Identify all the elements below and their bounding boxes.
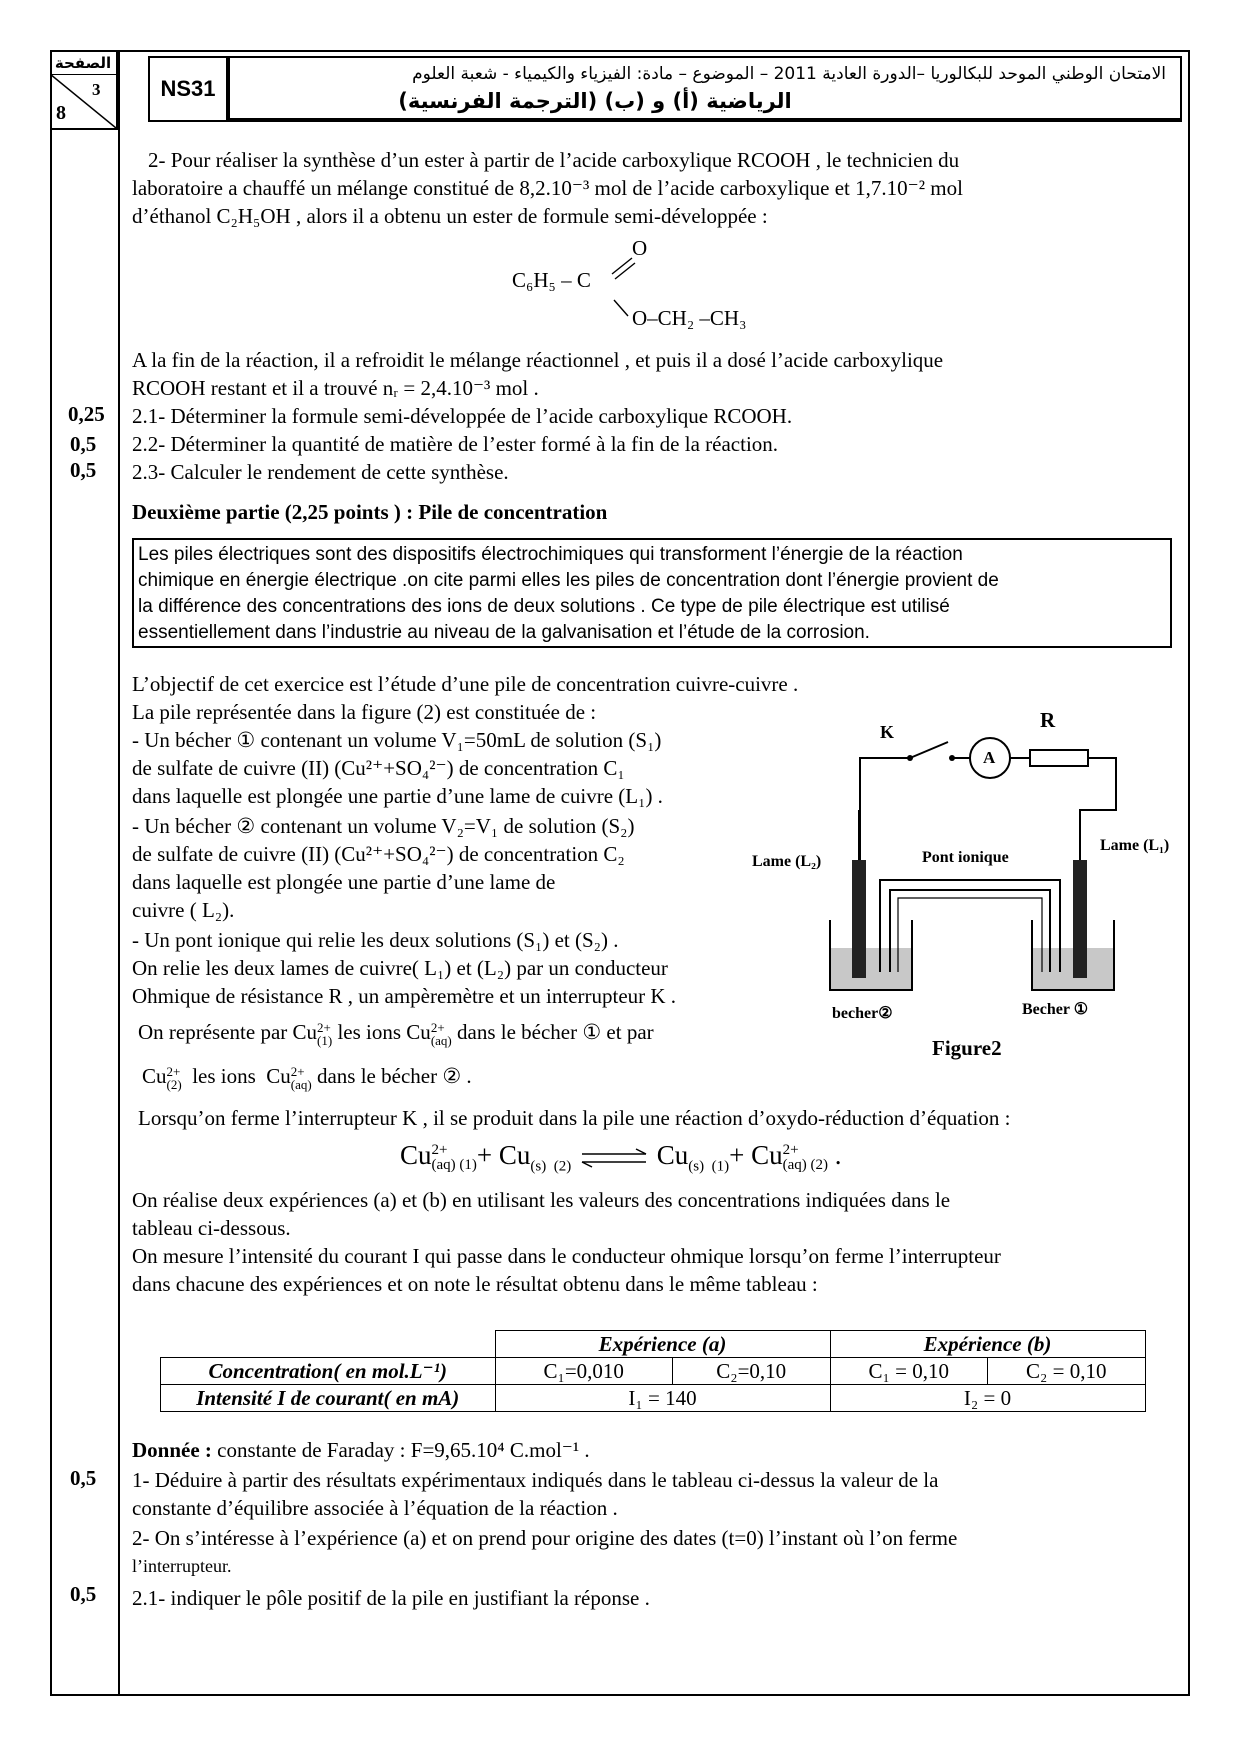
ion-base: Cu — [266, 1064, 291, 1088]
mark-q1: 0,5 — [70, 1466, 97, 1490]
body-line: - Un bécher ② contenant un volume V₂=V₁ de solution (S₂) — [132, 814, 635, 838]
part2-title: Deuxième partie (2,25 points ) : Pile de concentration — [132, 500, 608, 524]
after-eq-line: dans chacune des expériences et on note le résultat obtenu dans le même tableau : — [132, 1272, 818, 1296]
body-line: - Un pont ionique qui relie les deux solutions (S₁) et (S₂) . — [132, 928, 619, 952]
rep2-c: dans le bécher ② . — [316, 1064, 472, 1088]
table-cell: C₂ = 0,10 — [988, 1358, 1146, 1385]
ion-index: (2) — [166, 1077, 182, 1093]
exam-title-line1: الامتحان الوطني الموحد للبكالوريا –الدورة العادية 2011 – الموضوع – مادة: الفيزياء والكيمياء - شعبة العلوم — [412, 64, 1166, 84]
ion-charge: 2+ — [430, 1020, 445, 1036]
exam-code: NS31 — [148, 56, 228, 122]
ion-charge: 2+ — [317, 1020, 331, 1036]
ion-cu-1 — [292, 1020, 333, 1049]
page-number-box — [50, 50, 118, 130]
mark-q21b: 0,5 — [70, 1582, 97, 1606]
table-cell: C₂=0,10 — [672, 1358, 830, 1385]
results-table — [160, 1330, 1146, 1412]
rep-line2 — [142, 1062, 472, 1091]
body-line: On relie les deux lames de cuivre( L₁) et (L₂) par un conducteur — [132, 956, 668, 980]
eq-charge: 2+ — [431, 1141, 448, 1158]
exam-title-box — [228, 56, 1182, 122]
q1-line2: constante d’équilibre associée à l’équation de la réaction . — [132, 1496, 618, 1520]
rep2-b: les ions — [192, 1064, 256, 1088]
ion-base: Cu — [142, 1064, 167, 1088]
end-line1: A la fin de la réaction, il a refroidit le mélange réactionnel , et puis il a dosé l’acide carboxylique — [132, 348, 944, 372]
ion-index: (aq) — [290, 1077, 312, 1093]
intro-line: la différence des concentrations des ions de deux solutions . Ce type de pile électrique est utilisé — [138, 596, 950, 617]
end-line2: RCOOH restant et il a trouvé nᵣ = 2,4.10⁻³ mol . — [132, 376, 539, 400]
formula-left: C₆H₅ – C — [512, 268, 591, 292]
rep1-a: On représente par — [138, 1020, 288, 1044]
intro-box — [132, 538, 1172, 648]
table-cell: I₂ = 0 — [830, 1385, 1145, 1412]
rep-line1 — [138, 1018, 654, 1047]
q2b-line2: l’interrupteur. — [132, 1556, 232, 1576]
equilibrium-arrow-icon — [578, 1147, 650, 1169]
donnee-line — [132, 1436, 590, 1464]
eq-cu: Cu — [656, 1140, 689, 1170]
rep1-c: dans le bécher ① et par — [457, 1020, 654, 1044]
eq-cu: Cu — [498, 1140, 531, 1170]
ion-cu-aq — [406, 1020, 452, 1049]
intro-line: essentiellement dans l’industrie au niveau de la galvanisation et l’étude de la corrosion. — [138, 622, 870, 643]
table-header-exp-a: Expérience (a) — [495, 1331, 830, 1358]
body-line: dans laquelle est plongée une partie d’une lame de — [132, 870, 556, 894]
label-becher1: Becher ① — [1022, 1001, 1089, 1018]
q2-line2: laboratoire a chauffé un mélange constitué de 8,2.10⁻³ mol de l’acide carboxylique et 1,7.10⁻² mol — [132, 176, 963, 200]
figure2-circuit — [820, 700, 1190, 1050]
table-row-label: Intensité I de courant( en mA) — [161, 1385, 496, 1412]
q22: 2.2- Déterminer la quantité de matière de l’ester formé à la fin de la réaction. — [132, 432, 779, 456]
label-lame-l2: Lame (L₂) — [752, 853, 822, 870]
mark-q21: 0,25 — [68, 402, 105, 426]
reaction-intro: Lorsqu’on ferme l’interrupteur K , il se produit dans la pile une réaction d’oxydo-réduction d’équation : — [138, 1106, 1011, 1130]
ion-cu-aq — [266, 1064, 312, 1093]
formula-bottom: O–CH₂ –CH₃ — [632, 306, 747, 330]
eq-charge: 2+ — [782, 1141, 799, 1158]
label-becher2: becher② — [832, 1005, 893, 1022]
page-total: 8 — [56, 102, 66, 124]
body-line: de sulfate de cuivre (II) (Cu²⁺+SO₄²⁻) de concentration C₂ — [132, 842, 625, 866]
ion-index: (1) — [317, 1033, 333, 1049]
figure-caption: Figure2 — [932, 1036, 1002, 1060]
label-lame-l1: Lame (L₁) — [1100, 837, 1170, 854]
q1-line1: 1- Déduire à partir des résultats expérimentaux indiqués dans le tableau ci-dessus la valeur de la — [132, 1468, 939, 1492]
label-k: K — [880, 722, 895, 742]
ion-charge: 2+ — [166, 1064, 181, 1080]
eq-end: . — [834, 1140, 842, 1170]
mark-q23: 0,5 — [70, 458, 97, 482]
table-cell: C₁=0,010 — [495, 1358, 672, 1385]
page-label: الصفحة — [50, 52, 116, 75]
page-current: 3 — [92, 80, 101, 99]
eq-cu: Cu — [400, 1140, 432, 1170]
eq-cu: Cu — [751, 1140, 783, 1170]
ion-charge: 2+ — [290, 1064, 305, 1080]
ion-base: Cu — [406, 1020, 431, 1044]
ion-cu-2 — [142, 1064, 182, 1093]
margin-divider — [118, 50, 120, 1696]
table-header-exp-b: Expérience (b) — [830, 1331, 1145, 1358]
body-line: de sulfate de cuivre (II) (Cu²⁺+SO₄²⁻) de concentration C₁ — [132, 756, 625, 780]
table-cell: I₁ = 140 — [495, 1385, 830, 1412]
q2-line3: d’éthanol C₂H₅OH , alors il a obtenu un ester de formule semi-développée : — [132, 204, 768, 228]
body-line: dans laquelle est plongée une partie d’une lame de cuivre (L₁) . — [132, 784, 663, 808]
q2-line1: 2- Pour réaliser la synthèse d’un ester à partir de l’acide carboxylique RCOOH , le technicien du — [148, 148, 960, 172]
label-pont: Pont ionique — [922, 849, 1009, 866]
label-r: R — [1040, 708, 1056, 732]
intro-line: Les piles électriques sont des dispositifs électrochimiques qui transforment l’énergie de la réaction — [138, 544, 963, 565]
mark-q22: 0,5 — [70, 432, 97, 456]
formula-oxygen: O — [632, 236, 648, 260]
table-empty-cell — [161, 1331, 496, 1358]
q21b: 2.1- indiquer le pôle positif de la pile en justifiant la réponse . — [132, 1586, 650, 1610]
body-line: Ohmique de résistance R , un ampèremètre et un interrupteur K . — [132, 984, 677, 1008]
donnee-label: Donnée : — [132, 1438, 212, 1462]
table-row-label: Concentration( en mol.L⁻¹) — [161, 1358, 496, 1385]
label-a: A — [983, 748, 996, 767]
q21: 2.1- Déterminer la formule semi-développée de l’acide carboxylique RCOOH. — [132, 404, 793, 428]
body-line: cuivre ( L₂). — [132, 898, 235, 922]
q2b-line1: 2- On s’intéresse à l’expérience (a) et on prend pour origine des dates (t=0) l’instant où l’on ferme — [132, 1526, 958, 1550]
after-eq-line: tableau ci-dessous. — [132, 1216, 291, 1240]
intro-line: chimique en énergie électrique .on cite parmi elles les piles de concentration dont l’énergie provient de — [138, 570, 999, 591]
body-line: La pile représentée dans la figure (2) est constituée de : — [132, 700, 597, 724]
after-eq-line: On réalise deux expériences (a) et (b) en utilisant les valeurs des concentrations indiquées dans le — [132, 1188, 951, 1212]
ion-base: Cu — [292, 1020, 318, 1044]
exam-title-line2: الرياضية (أ) و (ب) (الترجمة الفرنسية) — [398, 89, 792, 113]
reaction-equation: Cu 2+ (aq) (1) + $Cu_{(s) (2)}$ $Cu_{(s) (1)}+ Cu$ 2+ (aq) (2) . — [400, 1140, 842, 1175]
q23: 2.3- Calculer le rendement de cette synthèse. — [132, 460, 509, 484]
rep1-b: les ions — [337, 1020, 402, 1044]
donnee-text: constante de Faraday : F=9,65.10⁴ C.mol⁻¹ . — [217, 1438, 590, 1462]
after-eq-line: On mesure l’intensité du courant I qui passe dans le conducteur ohmique lorsqu’on ferme l’interrupteur — [132, 1244, 1001, 1268]
table-cell: C₁ = 0,10 — [830, 1358, 988, 1385]
body-line: - Un bécher ① contenant un volume V₁=50mL de solution (S₁) — [132, 728, 662, 752]
ion-index: (aq) — [430, 1033, 452, 1049]
body-line: L’objectif de cet exercice est l’étude d’une pile de concentration cuivre-cuivre . — [132, 672, 799, 696]
